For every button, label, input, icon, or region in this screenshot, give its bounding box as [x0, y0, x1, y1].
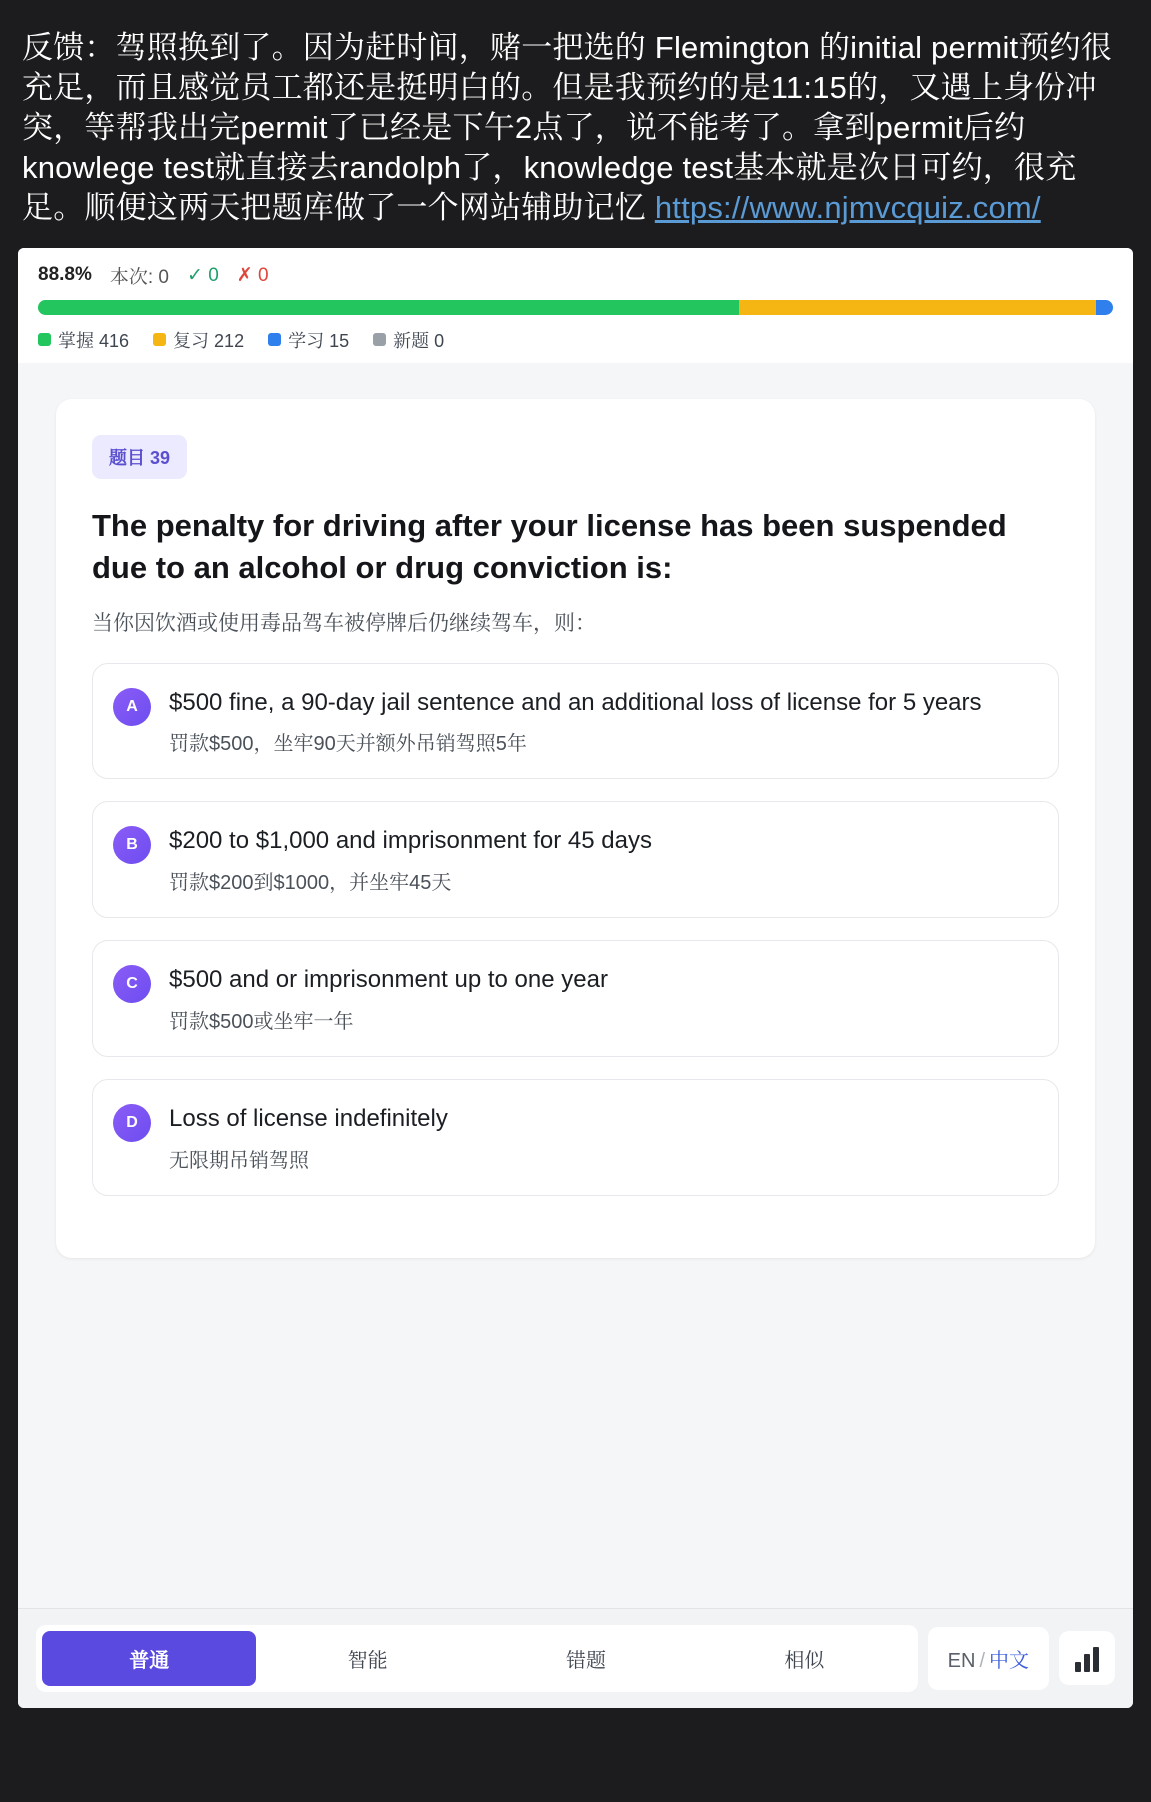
- option-letter-badge: B: [113, 826, 151, 864]
- bottom-toolbar: [18, 1608, 1133, 1708]
- legend-label: 新题 0: [393, 330, 445, 351]
- question-title-en: The penalty for driving after your license has been suspended due to an alcohol or drug conviction is:: [92, 507, 1007, 585]
- option-letter-badge: D: [113, 1104, 151, 1142]
- app-screenshot: [18, 248, 1133, 1708]
- option-text-en: $200 to $1,000 and imprisonment for 45 days: [169, 827, 652, 855]
- progress-segment-learning: [1096, 300, 1113, 315]
- wrong-value: 0: [257, 264, 269, 286]
- legend-label: 掌握 416: [58, 330, 130, 351]
- bar-chart-bar-2: [1084, 1654, 1090, 1672]
- legend-label: 学习 15: [288, 330, 350, 351]
- correct-count: [187, 264, 219, 287]
- mastery-percent: 88.8%: [38, 264, 92, 286]
- progress-segment-mastered: [38, 300, 739, 315]
- mode-tab[interactable]: 相似: [784, 1649, 825, 1672]
- option-text-zh: 罚款$500，坐牢90天并额外吊销驾照5年: [169, 733, 527, 756]
- answer-option[interactable]: [92, 1079, 1059, 1196]
- progress-bar: [38, 300, 1113, 315]
- option-body: [169, 1102, 1036, 1173]
- question-title-zh: 当你因饮酒或使用毒品驾车被停牌后仍继续驾车，则：: [92, 611, 596, 635]
- check-icon: ✓: [187, 264, 203, 286]
- legend-label: 复习 212: [173, 330, 245, 351]
- option-text-zh: 罚款$500或坐牢一年: [169, 1011, 354, 1033]
- legend-color-dot: [38, 333, 51, 346]
- mode-tabs: [36, 1625, 918, 1692]
- legend-color-dot: [373, 333, 386, 346]
- legend-item: [268, 327, 349, 353]
- legend-item: [38, 327, 129, 353]
- legend-color-dot: [268, 333, 281, 346]
- option-text-zh: 罚款$200到$1000，并坐牢45天: [169, 872, 452, 895]
- legend-item: [153, 327, 244, 353]
- correct-value: 0: [208, 264, 219, 286]
- legend-item: [373, 327, 444, 353]
- option-text-en: $500 and or imprisonment up to one year: [169, 966, 608, 994]
- option-letter-badge: A: [113, 688, 151, 726]
- mode-tab[interactable]: 错题: [566, 1649, 607, 1672]
- option-body: [169, 686, 1036, 757]
- lang-zh-label[interactable]: 中文: [989, 1649, 1029, 1672]
- answer-option[interactable]: [92, 801, 1059, 918]
- option-text-en: $500 fine, a 90-day jail sentence and an additional loss of license for 5 years: [169, 688, 982, 716]
- language-toggle[interactable]: [928, 1627, 1049, 1690]
- bar-chart-bar-1: [1075, 1662, 1081, 1672]
- post-link[interactable]: https://www.njmvcquiz.com/: [654, 189, 1041, 225]
- stats-summary-row: [38, 262, 1113, 289]
- progress-legend: [38, 327, 1113, 353]
- question-number-badge: 题目 39: [92, 435, 187, 479]
- session-count: 本次: 0: [109, 266, 169, 288]
- bar-chart-icon[interactable]: [1059, 1631, 1115, 1685]
- option-text-zh: 无限期吊销驾照: [169, 1149, 309, 1172]
- mode-tab[interactable]: 智能: [347, 1649, 388, 1672]
- option-body: [169, 824, 1036, 895]
- mode-tab[interactable]: 普通: [42, 1631, 256, 1686]
- answer-option[interactable]: [92, 940, 1059, 1057]
- lang-en-label[interactable]: EN: [947, 1649, 976, 1672]
- wrong-count: [237, 264, 269, 287]
- answer-option[interactable]: [92, 663, 1059, 780]
- progress-stats: [18, 248, 1133, 363]
- post-body: 反馈：驾照换到了。因为赶时间，赌一把选的 Flemington 的initial permit预约很充足，而且感觉员工都还是挺明白的。但是我预约的是11:15的，又遇上身份冲突，等帮我出完permit了已经是下午2点了，说不能考了。拿到permit后约knowlege test就直接去randolph了，knowledge test基本就是次日可约，很充足。顺便这两天把题库做了一个网站辅助记忆: [22, 30, 1112, 225]
- progress-segment-review: [739, 300, 1096, 315]
- option-text-en: Loss of license indefinitely: [169, 1105, 448, 1132]
- post-text: [0, 0, 1151, 238]
- option-body: [169, 963, 1036, 1034]
- option-letter-badge: C: [113, 965, 151, 1003]
- lang-separator: /: [979, 1649, 985, 1672]
- bar-chart-bar-3: [1093, 1647, 1099, 1672]
- answer-options: [92, 663, 1059, 1196]
- cross-icon: ✗: [236, 264, 253, 286]
- legend-color-dot: [153, 333, 166, 346]
- question-card: [56, 399, 1095, 1258]
